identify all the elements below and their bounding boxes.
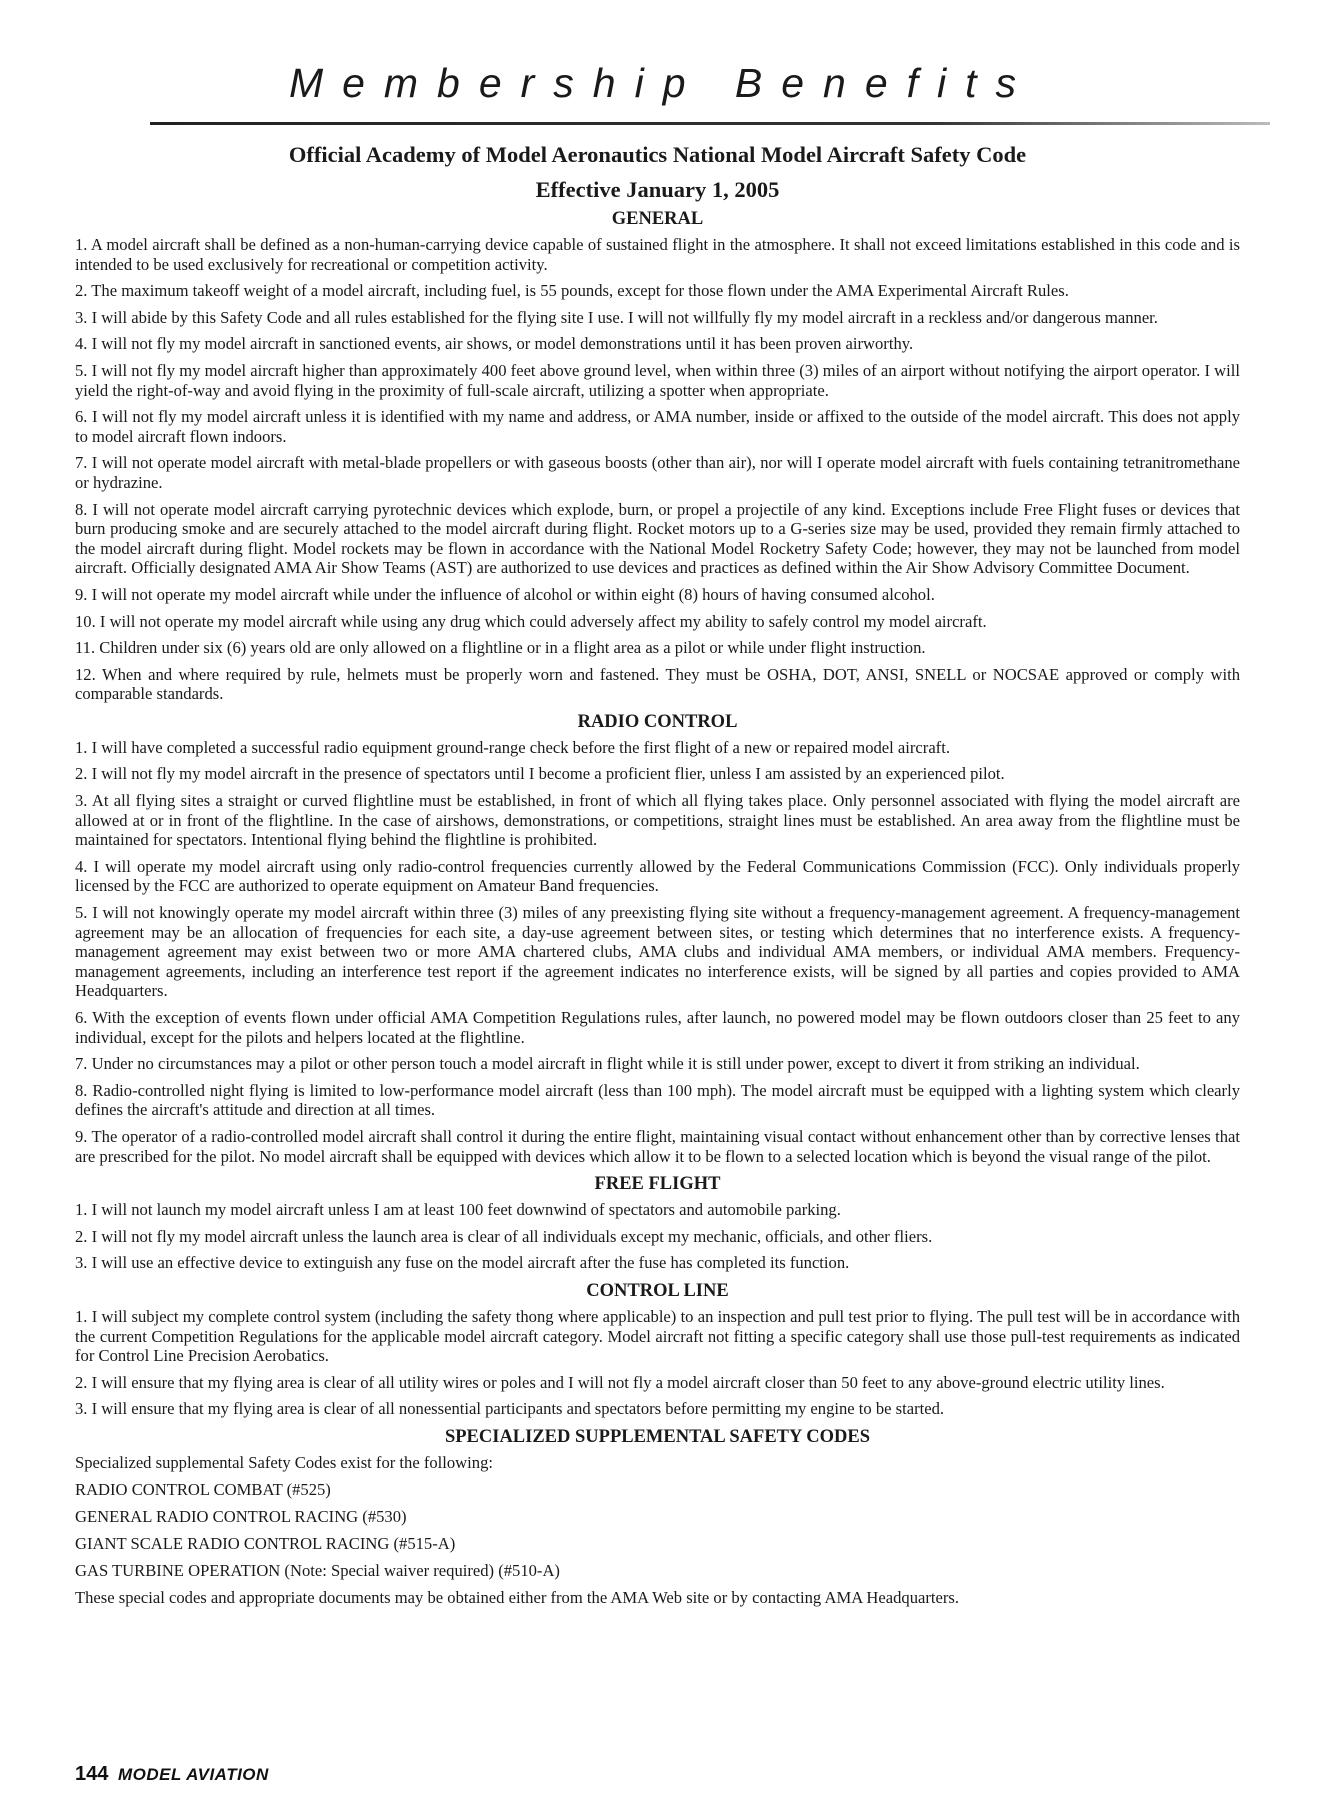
list-item: 3. I will ensure that my flying area is clear of all nonessential participants and spectators before permitting my engine to be started.: [75, 1399, 945, 1419]
specialized-code: GAS TURBINE OPERATION (Note: Special waiver required) (#510-A): [75, 1561, 560, 1581]
list-item: 1. A model aircraft shall be defined as a non-human-carrying device capable of sustained flight in the atmosphere. It shall not exceed limitations established in this code and is intended to be used exclusively for recreational or competition activity.: [75, 235, 1240, 274]
page-number: 144: [75, 1763, 109, 1785]
section-control-line: [75, 1280, 1240, 1419]
list-item: 1. I will subject my complete control system (including the safety thong where applicable) to an inspection and pull test prior to flying. The pull test will be in accordance with the current Competition Regulations for the applicable model aircraft category. Model aircraft not fitting a specific category shall use those pull-test requirements as indicated for Control Line Precision Aerobatics.: [75, 1306, 1240, 1366]
document-title: Official Academy of Model Aeronautics National Model Aircraft Safety Code: [288, 142, 1027, 167]
specialized-intro: Specialized supplemental Safety Codes exist for the following:: [75, 1452, 493, 1472]
list-item: 7. I will not operate model aircraft with metal-blade propellers or with gaseous boosts (other than air), nor will I operate model aircraft with fuels containing tetranitromethane or hydrazine.: [75, 453, 1240, 492]
list-item: 8. Radio-controlled night flying is limited to low-performance model aircraft (less than 100 mph). The model aircraft must be equipped with a lighting system which clearly defines the aircraft's attitude and direction at all times.: [75, 1080, 1240, 1120]
list-item: 4. I will operate my model aircraft using only radio-control frequencies currently allowed by the Federal Communications Commission (FCC). Only individuals properly licensed by the FCC are authorized to operate equipment on Amateur Band frequencies.: [75, 856, 1240, 896]
list-item: 10. I will not operate my model aircraft while using any drug which could adversely affect my ability to safely control my model aircraft.: [75, 611, 987, 631]
section-heading: CONTROL LINE: [586, 1280, 729, 1301]
list-item: 3. I will abide by this Safety Code and all rules established for the flying site I use. I will not willfully fly my model aircraft in a reckless and/or dangerous manner.: [75, 307, 1158, 327]
specialized-code: GENERAL RADIO CONTROL RACING (#530): [75, 1507, 407, 1527]
section-free-flight: [75, 1173, 1240, 1273]
list-item: 2. The maximum takeoff weight of a model aircraft, including fuel, is 55 pounds, except for those flown under the AMA Experimental Aircraft Rules.: [75, 281, 1069, 301]
list-item: 4. I will not fly my model aircraft in sanctioned events, air shows, or model demonstrations until it has been proven airworthy.: [75, 334, 914, 354]
section-heading: GENERAL: [611, 209, 704, 229]
list-item: 2. I will ensure that my flying area is clear of all utility wires or poles and I will not fly a model aircraft closer than 50 feet to any above-ground electric utility lines.: [75, 1372, 1165, 1392]
specialized-code: RADIO CONTROL COMBAT (#525): [75, 1480, 331, 1499]
list-item: 5. I will not knowingly operate my model aircraft within three (3) miles of any preexisting flying site without a frequency-management agreement. A frequency-management agreement may be an allocation of frequencies for each site, a day-use agreement between sites, or testing which determines that no interference exists. A frequency-management agreement may exist between two or more AMA chartered clubs, AMA clubs and individual AMA members, or individual AMA members. Frequency-management agreements, including an interference test report if the agreement indicates no interference exists, will be signed by all parties and copies provided to AMA Headquarters.: [75, 903, 1240, 1001]
list-item: 6. I will not fly my model aircraft unless it is identified with my name and address, or AMA number, inside or affixed to the outside of the model aircraft. This does not apply to model aircraft flown indoors.: [75, 407, 1240, 446]
list-item: 9. I will not operate my model aircraft while under the influence of alcohol or within eight (8) hours of having consumed alcohol.: [75, 584, 935, 604]
list-item: 9. The operator of a radio-controlled model aircraft shall control it during the entire flight, maintaining visual contact without enhancement other than by corrective lenses that are prescribed for the pilot. No model aircraft shall be equipped with devices which allow it to be flown to a selected location which is beyond the visual range of the pilot.: [75, 1126, 1240, 1166]
list-item: 12. When and where required by rule, helmets must be properly worn and fastened. They must be OSHA, DOT, ANSI, SNELL or NOCSAE approved or comply with comparable standards.: [75, 664, 1240, 704]
list-item: 3. I will use an effective device to extinguish any fuse on the model aircraft after the fuse has completed its function.: [75, 1253, 850, 1273]
list-item: 8. I will not operate model aircraft carrying pyrotechnic devices which explode, burn, or propel a projectile of any kind. Exceptions include Free Flight fuses or devices that burn producing smoke and are securely attached to the model aircraft during flight. Rocket motors up to a G-series size may be used, provided they remain firmly attached to the model aircraft during flight. Model rockets may be flown in accordance with the National Model Rocketry Safety Code; however, they may not be launched from model aircraft. Officially designated AMA Air Show Teams (AST) are authorized to use devices and practices as defined within the Air Show Advisory Committee Document.: [75, 499, 1240, 578]
specialized-code: GIANT SCALE RADIO CONTROL RACING (#515-A): [75, 1534, 456, 1554]
list-item: 1. I will not launch my model aircraft unless I am at least 100 feet downwind of spectators and automobile parking.: [75, 1200, 841, 1220]
section-general: [75, 208, 1240, 704]
magazine-name: MODEL AVIATION: [117, 1765, 269, 1784]
section-heading: FREE FLIGHT: [594, 1174, 721, 1195]
list-item: 3. At all flying sites a straight or curved flightline must be established, in front of which all flying takes place. Only personnel associated with flying the model aircraft are allowed at or in front of the flightline. In the case of airshows, demonstrations, or competitions, straight lines must be established. An area away from the flightline must be maintained for spectators. Intentional flying behind the flightline is prohibited.: [75, 791, 1240, 850]
section-radio-control: [75, 711, 1240, 1166]
header-divider: [150, 122, 1270, 125]
page-header-title: Membership Benefits: [288, 60, 1036, 106]
list-item: 5. I will not fly my model aircraft higher than approximately 400 feet above ground level, when within three (3) miles of an airport without notifying the airport operator. I will yield the right-of-way and avoid flying in the proximity of full-scale aircraft, utilizing a spotter when appropriate.: [75, 360, 1240, 400]
specialized-closing: These special codes and appropriate documents may be obtained either from the AMA Web site or by contacting AMA Headquarters.: [75, 1588, 960, 1608]
section-specialized: [75, 1426, 1240, 1608]
list-item: 2. I will not fly my model aircraft in the presence of spectators until I become a proficient flier, unless I am assisted by an experienced pilot.: [75, 764, 1005, 784]
list-item: 7. Under no circumstances may a pilot or other person touch a model aircraft in flight while it is still under power, except to divert it from striking an individual.: [75, 1054, 1140, 1074]
document-effective-date: Effective January 1, 2005: [535, 177, 780, 202]
list-item: 2. I will not fly my model aircraft unless the launch area is clear of all individuals except my mechanic, officials, and other fliers.: [75, 1226, 933, 1246]
section-heading: RADIO CONTROL: [577, 711, 738, 732]
list-item: 11. Children under six (6) years old are only allowed on a flightline or in a flight area as a pilot or while under flight instruction.: [75, 638, 926, 658]
safety-code-document: [75, 137, 1240, 1615]
page-footer: [75, 1763, 269, 1786]
list-item: 1. I will have completed a successful radio equipment ground-range check before the first flight of a new or repaired model aircraft.: [75, 737, 950, 757]
list-item: 6. With the exception of events flown under official AMA Competition Regulations rules, after launch, no powered model may be flown outdoors closer than 25 feet to any individual, except for the pilots and helpers located at the flightline.: [75, 1008, 1240, 1047]
section-heading: SPECIALIZED SUPPLEMENTAL SAFETY CODES: [444, 1426, 871, 1447]
